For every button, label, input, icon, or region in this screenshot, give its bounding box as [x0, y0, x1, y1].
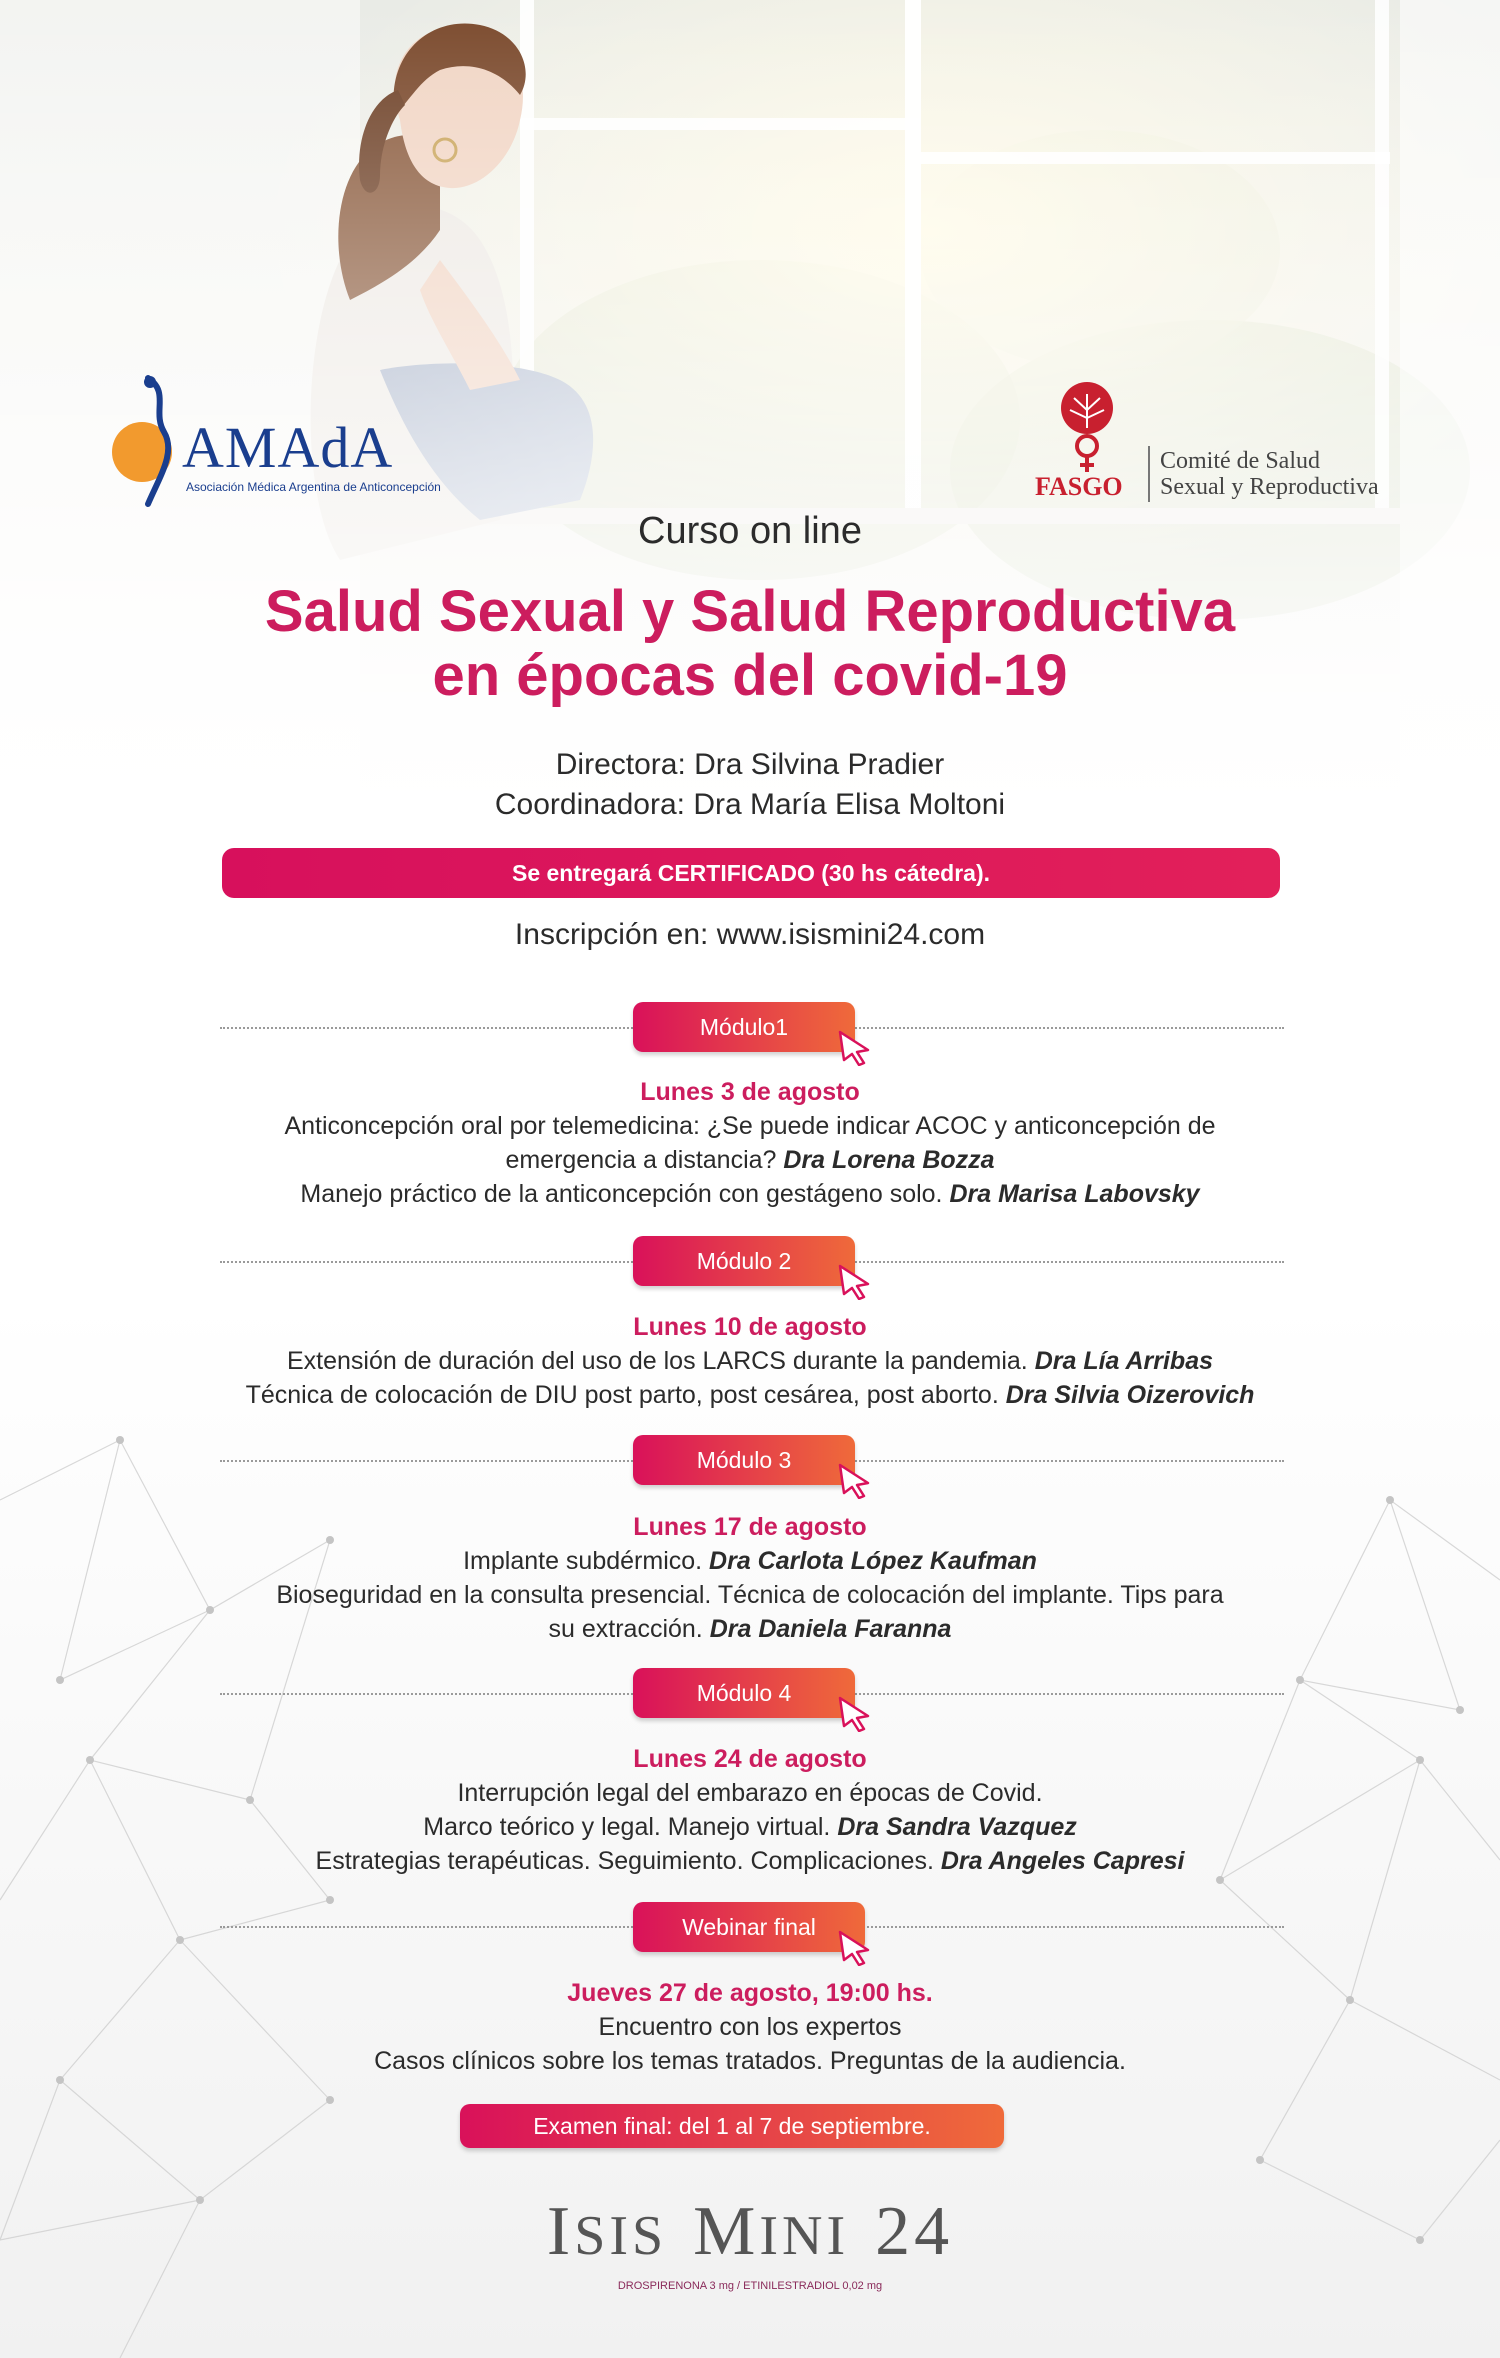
- brand-letter: I: [546, 2193, 575, 2270]
- module-3-date: Lunes 17 de agosto: [633, 1513, 867, 1541]
- course-type: Curso on line: [638, 510, 862, 552]
- brand-letters: INI: [759, 2205, 850, 2267]
- module-4-line: Estrategias terapéuticas. Seguimiento. Complicaciones. Dra Angeles Capresi: [315, 1847, 1185, 1875]
- module-1-content: [0, 1075, 1500, 1211]
- amada-logo: [112, 372, 457, 512]
- webinar-final-content: [0, 1976, 1500, 2078]
- course-title-line1: Salud Sexual y Salud Reproductiva: [264, 579, 1236, 644]
- module-3-line: Bioseguridad en la consulta presencial. Técnica de colocación del implante. Tips para: [276, 1581, 1224, 1609]
- module-3-pill[interactable]: Módulo 3: [633, 1435, 855, 1485]
- fasgo-committee-line2: Sexual y Reproductiva: [1160, 474, 1379, 500]
- brand-letters: SIS: [574, 2205, 668, 2267]
- module-2-pill[interactable]: Módulo 2: [633, 1236, 855, 1286]
- webinar-final-line: Casos clínicos sobre los temas tratados. Preguntas de la audiencia.: [374, 2047, 1126, 2075]
- director: Directora: Dra Silvina Pradier: [555, 748, 945, 781]
- course-title: [0, 580, 1500, 708]
- course-staff: [0, 745, 1500, 825]
- amada-emblem-icon: [112, 372, 192, 512]
- module-4-pill[interactable]: Módulo 4: [633, 1668, 855, 1718]
- fasgo-committee-line1: Comité de Salud: [1160, 448, 1320, 474]
- cursor-arrow-icon: [838, 1030, 872, 1066]
- webinar-final-line: Encuentro con los expertos: [598, 2013, 902, 2041]
- cursor-arrow-icon: [838, 1696, 872, 1732]
- fasgo-divider: [1148, 446, 1150, 502]
- cursor-arrow-icon: [838, 1463, 872, 1499]
- module-3-line: Implante subdérmico. Dra Carlota López Kaufman: [463, 1547, 1037, 1575]
- registration-link[interactable]: Inscripción en: www.isismini24.com: [514, 918, 986, 951]
- final-exam-banner: Examen final: del 1 al 7 de septiembre.: [460, 2104, 1004, 2148]
- isismini24-brand: [0, 2192, 1500, 2272]
- module-4-line: Interrupción legal del embarazo en épocas de Covid.: [457, 1779, 1043, 1807]
- coordinator: Coordinadora: Dra María Elisa Moltoni: [494, 788, 1006, 821]
- fasgo-logo: [1030, 376, 1450, 506]
- module-3-content: [0, 1510, 1500, 1646]
- fasgo-tree-icon: [1030, 376, 1140, 476]
- webinar-final-pill[interactable]: Webinar final: [633, 1902, 865, 1952]
- module-1-line: Manejo práctico de la anticoncepción con gestágeno solo. Dra Marisa Labovsky: [300, 1180, 1200, 1208]
- module-4-content: [0, 1742, 1500, 1878]
- module-3-line: su extracción. Dra Daniela Faranna: [548, 1615, 952, 1643]
- brand-number: 24: [875, 2193, 954, 2270]
- module-1-pill[interactable]: Módulo1: [633, 1002, 855, 1052]
- amada-name: AMAdA: [182, 415, 394, 480]
- drug-composition: DROSPIRENONA 3 mg / ETINILESTRADIOL 0,02 mg: [617, 2280, 883, 2292]
- module-2-date: Lunes 10 de agosto: [633, 1313, 867, 1341]
- module-2-line: Extensión de duración del uso de los LARCS durante la pandemia. Dra Lía Arribas: [286, 1347, 1213, 1375]
- cursor-arrow-icon: [838, 1930, 872, 1966]
- module-4-line: Marco teórico y legal. Manejo virtual. Dra Sandra Vazquez: [423, 1813, 1077, 1841]
- brand-letter: M: [693, 2193, 760, 2270]
- module-2-line: Técnica de colocación de DIU post parto, post cesárea, post aborto. Dra Silvia Oizerovich: [245, 1381, 1255, 1409]
- module-1-line: Anticoncepción oral por telemedicina: ¿Se puede indicar ACOC y anticoncepción de: [284, 1112, 1216, 1140]
- module-2-content: [0, 1310, 1500, 1412]
- module-1-date: Lunes 3 de agosto: [640, 1078, 860, 1106]
- amada-subtitle: Asociación Médica Argentina de Anticoncepción: [186, 480, 441, 494]
- course-title-line2: en épocas del covid-19: [432, 643, 1068, 708]
- cursor-arrow-icon: [838, 1264, 872, 1300]
- module-4-date: Lunes 24 de agosto: [633, 1745, 867, 1773]
- fasgo-name: FASGO: [1035, 472, 1123, 501]
- webinar-final-date: Jueves 27 de agosto, 19:00 hs.: [567, 1979, 933, 2007]
- certificate-banner: Se entregará CERTIFICADO (30 hs cátedra).: [222, 848, 1280, 898]
- module-1-line: emergencia a distancia? Dra Lorena Bozza: [505, 1146, 995, 1174]
